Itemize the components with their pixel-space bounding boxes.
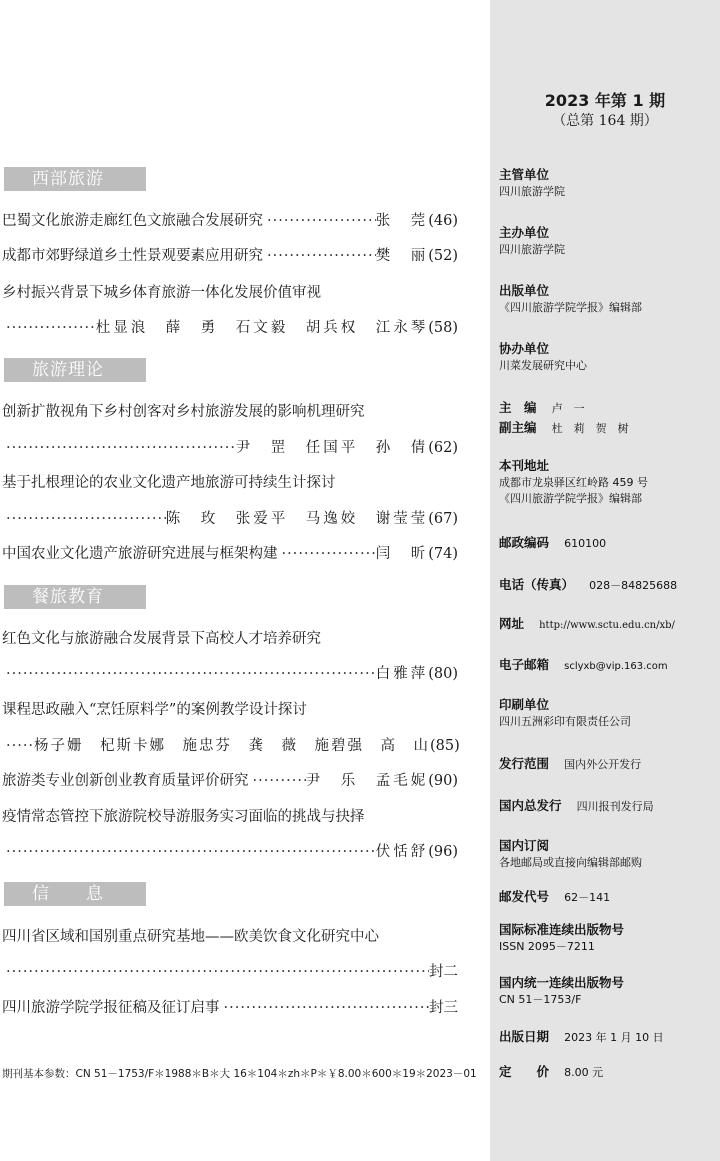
- leader-dots: [2, 842, 376, 862]
- toc-entry[interactable]: [2, 318, 458, 338]
- info-label: 国内总发行: [499, 798, 562, 813]
- info-value: 8.00 元: [564, 1066, 604, 1079]
- info-label: 主办单位: [499, 225, 550, 240]
- article-page: (85): [430, 738, 460, 754]
- article-authors: 白雅萍: [375, 666, 429, 682]
- info-label: 电子邮箱: [499, 657, 550, 672]
- info-label: 发行范围: [499, 756, 550, 771]
- article-title: 成都市郊野绿道乡土性景观要素应用研究: [2, 248, 263, 264]
- info-label: 邮政编码: [499, 535, 550, 550]
- info-deputy-editor: [499, 417, 629, 437]
- article-page: (96): [428, 844, 458, 860]
- info-postcode: [499, 532, 606, 552]
- article-title: 中国农业文化遗产旅游研究进展与框架构建: [2, 546, 278, 562]
- leader-dots: [249, 771, 306, 791]
- article-authors: 尹 乐 孟毛妮: [305, 773, 429, 789]
- leader-dots: [2, 736, 34, 756]
- info-editor: [499, 397, 585, 417]
- info-value: 2023 年 1 月 10 日: [564, 1031, 664, 1044]
- info-scope: [499, 753, 641, 773]
- info-value: 《四川旅游学院学报》编辑部: [499, 492, 642, 505]
- info-sponsor: [499, 166, 565, 200]
- info-label: 定 价: [499, 1064, 550, 1079]
- leader-dots: [2, 509, 166, 529]
- info-value: 成都市龙泉驿区红岭路 459 号: [499, 476, 648, 489]
- info-value: 卢 一: [551, 402, 585, 415]
- info-value: 四川旅游学院: [499, 185, 565, 198]
- article-title[interactable]: 乡村振兴背景下城乡体育旅游一体化发展价值审视: [2, 285, 321, 301]
- info-label: 出版日期: [499, 1029, 550, 1044]
- info-publish-date: [499, 1026, 664, 1046]
- info-label: 出版单位: [499, 283, 550, 298]
- info-value: 川菜发展研究中心: [499, 359, 587, 372]
- info-email: [499, 654, 668, 675]
- info-cn: [499, 974, 624, 1008]
- info-phone: [499, 574, 677, 594]
- info-label: 副主编: [499, 420, 537, 435]
- article-title: 旅游类专业创新创业教育质量评价研究: [2, 773, 249, 789]
- issue-total: （总第 164 期）: [552, 113, 658, 129]
- info-value: ISSN 2095－7211: [499, 940, 595, 953]
- info-distributor: [499, 795, 654, 815]
- article-page: (62): [428, 440, 458, 456]
- info-label: 国际标准连续出版物号: [499, 922, 625, 937]
- info-label: 电话（传真）: [499, 577, 575, 592]
- article-authors: 闫 昕: [375, 546, 429, 562]
- info-label: 邮发代号: [499, 889, 550, 904]
- leader-dots: [263, 211, 376, 231]
- article-page: 封三: [429, 1000, 458, 1016]
- info-label: 主 编: [499, 400, 537, 415]
- article-authors: 陈 玫 张爱平 马逸姣 谢莹莹: [165, 511, 429, 527]
- article-title[interactable]: 课程思政融入“烹饪原料学”的案例教学设计探讨: [2, 702, 307, 718]
- info-value: 四川报刊发行局: [576, 800, 654, 813]
- journal-parameters: 期刊基本参数：CN 51－1753/F＊1988＊B＊大 16＊104＊zh＊P＊￥8.00＊600＊19＊2023－01: [2, 1068, 477, 1080]
- leader-dots: [263, 246, 376, 266]
- article-title[interactable]: 红色文化与旅游融合发展背景下高校人才培养研究: [2, 631, 321, 647]
- toc-entry[interactable]: [2, 842, 458, 862]
- leader-dots: [220, 998, 430, 1018]
- article-authors: 樊 丽: [375, 248, 429, 264]
- info-value: 四川旅游学院: [499, 243, 565, 256]
- info-label: 印刷单位: [499, 697, 550, 712]
- toc-entry[interactable]: [2, 962, 458, 982]
- section-header-west-tourism: 西部旅游: [4, 167, 146, 191]
- info-label: 网址: [499, 616, 525, 631]
- info-issn: [499, 921, 624, 955]
- info-value: 《四川旅游学院学报》编辑部: [499, 301, 642, 314]
- article-authors: 尹 罡 任国平 孙 倩: [235, 440, 429, 456]
- info-label: 本刊地址: [499, 458, 550, 473]
- toc-entry[interactable]: [2, 544, 458, 564]
- info-value: 62－141: [564, 891, 611, 904]
- info-value: 四川五洲彩印有限责任公司: [499, 715, 631, 728]
- article-authors: 伏恬舒: [375, 844, 429, 860]
- toc-entry[interactable]: [2, 771, 458, 791]
- article-page: (90): [428, 773, 458, 789]
- info-host: [499, 224, 565, 258]
- article-page: (67): [428, 511, 458, 527]
- leader-dots: [2, 962, 429, 982]
- toc-entry[interactable]: [2, 664, 458, 684]
- info-value[interactable]: http://www.sctu.edu.cn/xb/: [539, 620, 675, 631]
- info-value: 各地邮局或直接向编辑部邮购: [499, 856, 642, 869]
- info-mail-code: [499, 886, 610, 906]
- article-title[interactable]: 四川省区域和国别重点研究基地——欧美饮食文化研究中心: [2, 929, 379, 945]
- info-label: 主管单位: [499, 167, 550, 182]
- info-website: [499, 613, 675, 634]
- article-authors: 张 莞: [375, 213, 429, 229]
- info-label: 国内统一连续出版物号: [499, 975, 625, 990]
- section-header-information: 信 息: [4, 882, 146, 906]
- info-value: 610100: [564, 537, 607, 550]
- toc-entry[interactable]: [2, 509, 458, 529]
- info-price: [499, 1061, 603, 1081]
- article-authors: 杜显浪 薛 勇 石文毅 胡兵权 江永琴: [95, 320, 429, 336]
- toc-entry[interactable]: [2, 736, 458, 756]
- article-title: 四川旅游学院学报征稿及征订启事: [2, 1000, 220, 1016]
- leader-dots: [2, 664, 376, 684]
- info-value: 杜 莉 贺 树: [551, 422, 629, 435]
- article-page: (52): [428, 248, 458, 264]
- article-title: 巴蜀文化旅游走廊红色文旅融合发展研究: [2, 213, 263, 229]
- info-publisher: [499, 282, 642, 316]
- article-title[interactable]: 创新扩散视角下乡村创客对乡村旅游发展的影响机理研究: [2, 404, 365, 420]
- info-value: 国内外公开发行: [564, 758, 642, 771]
- article-page: (46): [428, 213, 458, 229]
- section-header-tourism-theory: 旅游理论: [4, 358, 146, 382]
- article-page: (58): [428, 320, 458, 336]
- article-page: (74): [428, 546, 458, 562]
- info-co-organizer: [499, 340, 587, 374]
- section-header-hospitality-education: 餐旅教育: [4, 585, 146, 609]
- info-address: [499, 457, 648, 507]
- leader-dots: [278, 544, 376, 564]
- info-value: CN 51－1753/F: [499, 993, 582, 1006]
- toc-entry[interactable]: [2, 998, 458, 1018]
- info-value[interactable]: sclyxb@vip.163.com: [564, 661, 668, 672]
- info-subscription: [499, 837, 642, 871]
- info-label: 协办单位: [499, 341, 550, 356]
- toc-entry[interactable]: [2, 246, 458, 266]
- article-authors: 杨子姗 杞斯卡娜 施忠芬 龚 薇 施碧强 高 山: [34, 738, 430, 754]
- leader-dots: [2, 318, 96, 338]
- article-page: 封二: [429, 964, 458, 980]
- info-value: 028－84825688: [589, 579, 678, 592]
- info-printer: [499, 696, 631, 730]
- info-label: 国内订阅: [499, 838, 550, 853]
- article-title[interactable]: 疫情常态管控下旅游院校导游服务实习面临的挑战与抉择: [2, 809, 365, 825]
- article-page: (80): [428, 666, 458, 682]
- leader-dots: [2, 438, 236, 458]
- toc-entry[interactable]: [2, 438, 458, 458]
- toc-entry[interactable]: [2, 211, 458, 231]
- issue-title: 2023 年第 1 期: [544, 91, 666, 110]
- article-title[interactable]: 基于扎根理论的农业文化遗产地旅游可持续生计探讨: [2, 475, 336, 491]
